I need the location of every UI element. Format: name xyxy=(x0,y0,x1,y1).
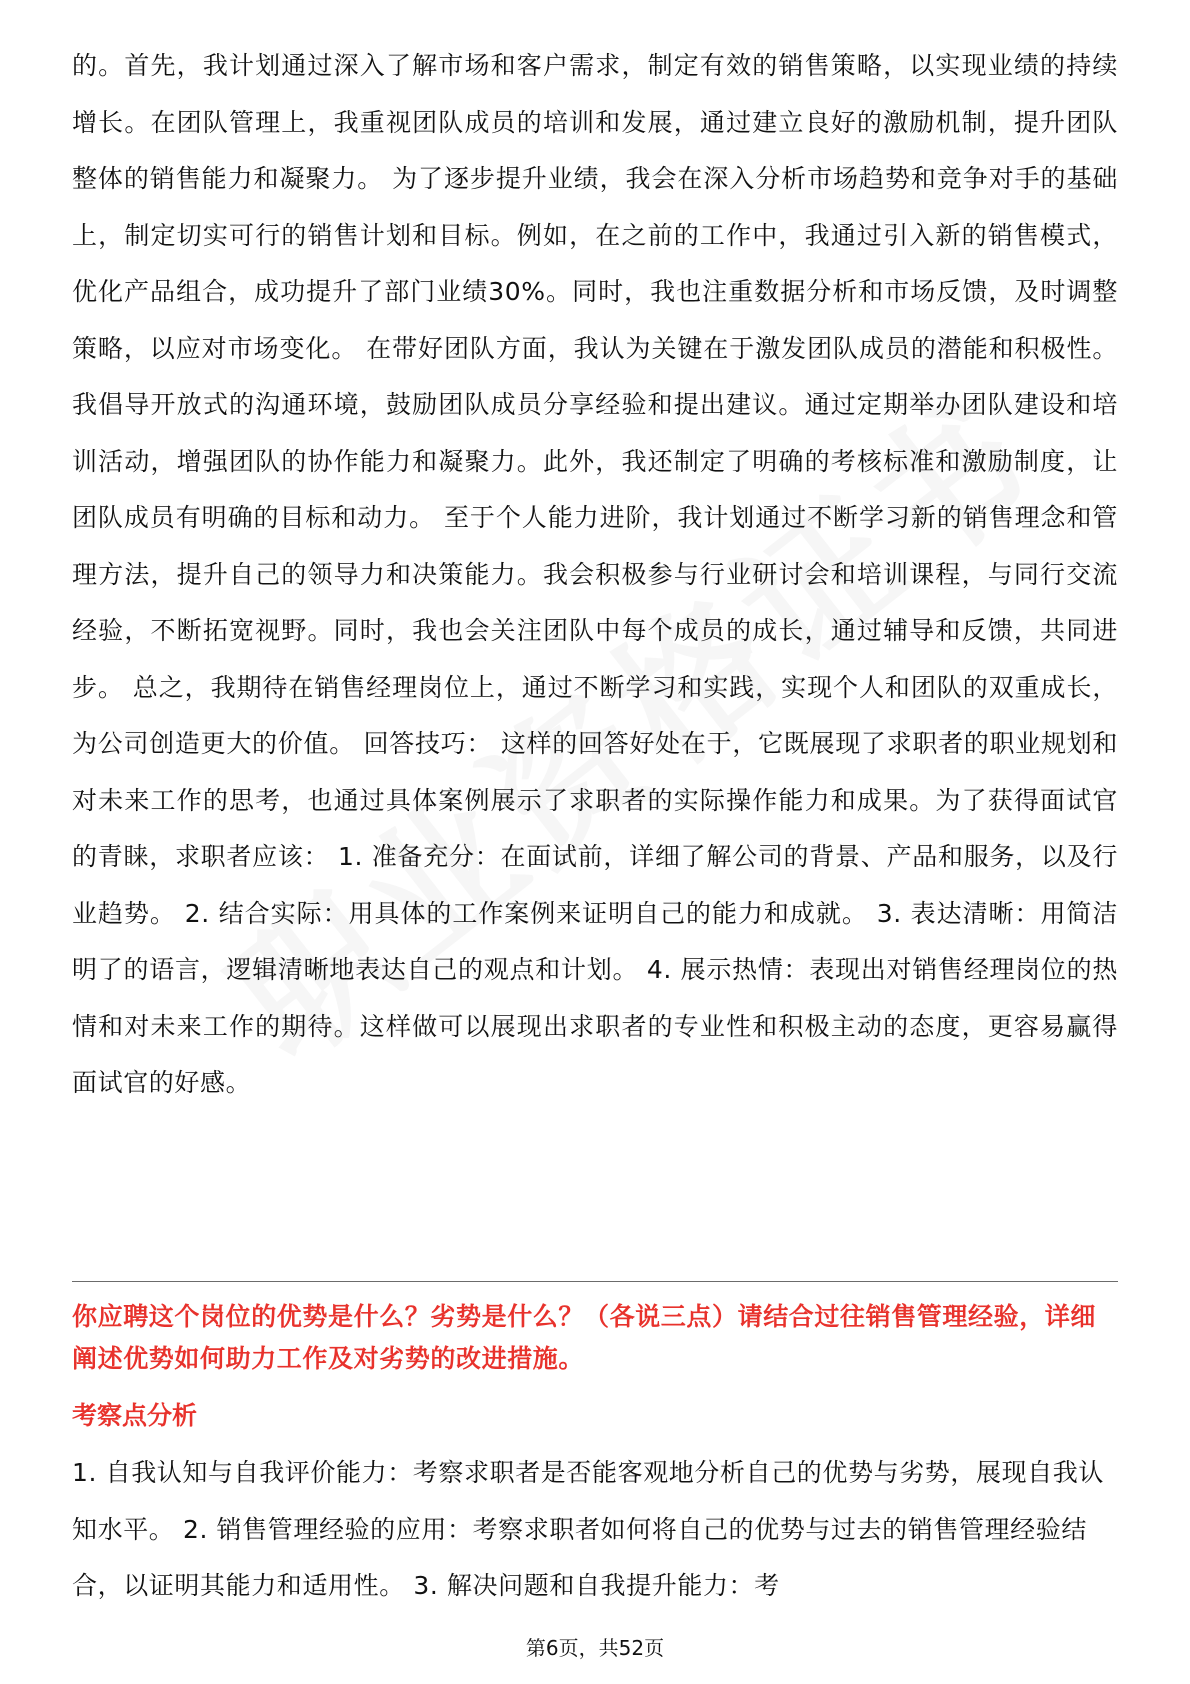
answer-section xyxy=(72,38,1118,1112)
analysis-heading: 考察点分析 xyxy=(72,1401,198,1430)
page-number: 第6页，共52页 xyxy=(525,1636,665,1660)
answer-continuation-paragraph: 的。首先，我计划通过深入了解市场和客户需求，制定有效的销售策略，以实现业绩的持续增长。在团队管理上，我重视团队成员的培训和发展，通过建立良好的激励机制，提升团队整体的销售能力和凝聚力。 为了逐步提升业绩，我会在深入分析市场趋势和竞争对手的基础上，制定切实可行的销售计划和目标。例如，在之前的工作中，我通过引入新的销售模式，优化产品组合，成功提升了部门业绩30%。同时，我也注重数据分析和市场反馈，及时调整策略，以应对市场变化。 在带好团队方面，我认为关键在于激发团队成员的潜能和积极性。我倡导开放式的沟通环境，鼓励团队成员分享经验和提出建议。通过定期举办团队建设和培训活动，增强团队的协作能力和凝聚力。此外，我还制定了明确的考核标准和激励制度，让团队成员有明确的目标和动力。 至于个人能力进阶，我计划通过不断学习新的销售理念和管理方法，提升自己的领导力和决策能力。我会积极参与行业研讨会和培训课程，与同行交流经验，不断拓宽视野。同时，我也会关注团队中每个成员的成长，通过辅导和反馈，共同进步。 总之，我期待在销售经理岗位上，通过不断学习和实践，实现个人和团队的双重成长，为公司创造更大的价值。 回答技巧： 这样的回答好处在于，它既展现了求职者的职业规划和对未来工作的思考，也通过具体案例展示了求职者的实际操作能力和成果。为了获得面试官的青睐，求职者应该： 1. 准备充分：在面试前，详细了解公司的背景、产品和服务，以及行业趋势。 2. 结合实际：用具体的工作案例来证明自己的能力和成就。 3. 表达清晰：用简洁明了的语言，逻辑清晰地表达自己的观点和计划。 4. 展示热情：表现出对销售经理岗位的热情和对未来工作的期待。这样做可以展现出求职者的专业性和积极主动的态度，更容易赢得面试官的好感。 xyxy=(72,51,1118,1097)
analysis-paragraph: 1. 自我认知与自我评价能力：考察求职者是否能客观地分析自己的优势与劣势，展现自我认知水平。 2. 销售管理经验的应用：考察求职者如何将自己的优势与过去的销售管理经验结合，以证明其能力和适用性。 3. 解决问题和自我提升能力：考 xyxy=(72,1458,1105,1600)
interview-question: 你应聘这个岗位的优势是什么？劣势是什么？（各说三点）请结合过往销售管理经验，详细阐述优势如何助力工作及对劣势的改进措施。 xyxy=(72,1302,1097,1373)
section-divider xyxy=(72,1281,1118,1282)
